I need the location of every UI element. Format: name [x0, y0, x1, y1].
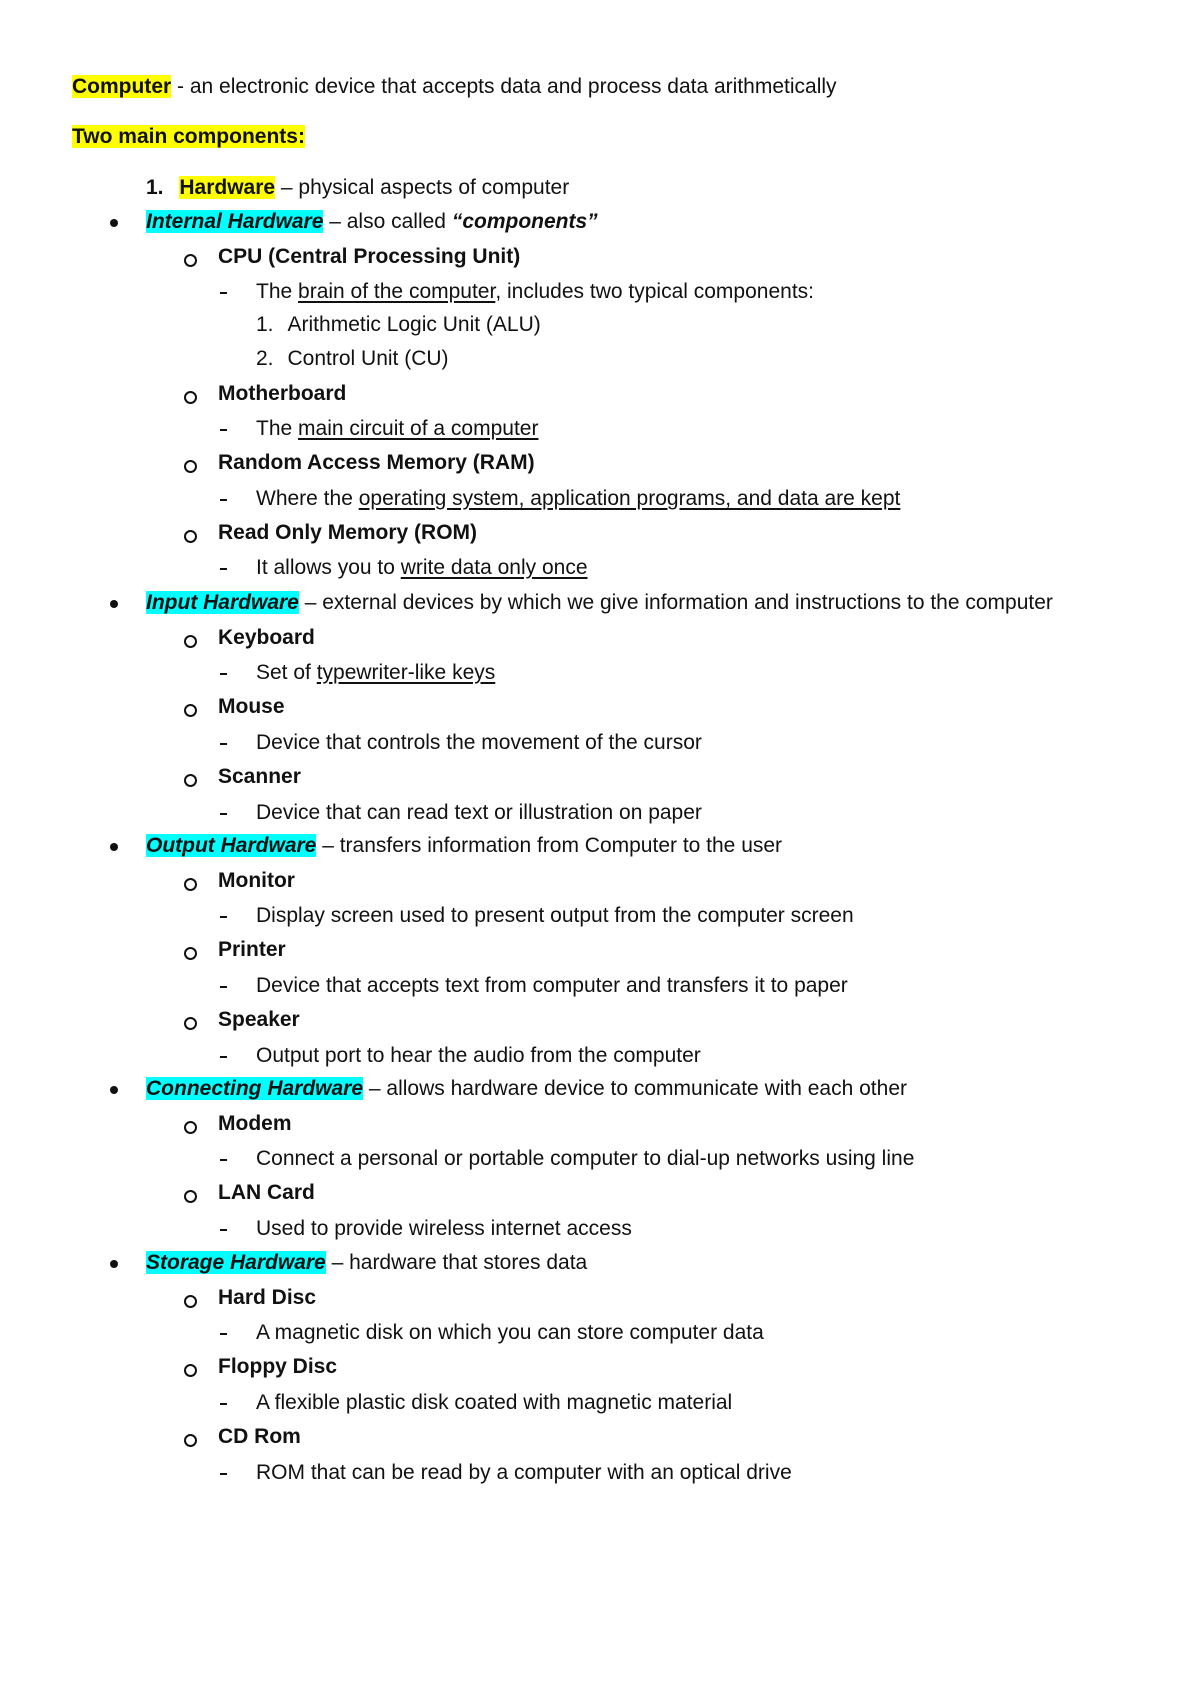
storage-line: Storage Hardware – hardware that stores data — [146, 1251, 588, 1274]
output-term: Output Hardware — [146, 834, 317, 857]
bullet-dash — [220, 499, 227, 501]
rom-title: Read Only Memory (ROM) — [218, 521, 478, 544]
bullet-dot — [110, 600, 118, 608]
bullet-circle — [184, 635, 197, 648]
mouse-desc: Device that controls the movement of the cursor — [256, 731, 702, 754]
hardware-term: Hardware — [179, 176, 276, 199]
floppy-disc-desc: A flexible plastic disk coated with magnetic material — [256, 1391, 733, 1414]
bullet-circle — [184, 1190, 197, 1203]
cpu-item-alu: 1. Arithmetic Logic Unit (ALU) — [256, 313, 541, 336]
ram-desc: Where the operating system, application programs, and data are kept — [256, 487, 901, 510]
intro-line — [72, 74, 837, 100]
cd-rom-title: CD Rom — [218, 1425, 301, 1448]
intro-definition: - an electronic device that accepts data and process data arithmetically — [171, 75, 837, 98]
hard-disc-desc: A magnetic disk on which you can store computer data — [256, 1321, 764, 1344]
floppy-disc-title: Floppy Disc — [218, 1355, 338, 1378]
bullet-dash — [220, 813, 227, 815]
bullet-dash — [220, 1333, 227, 1335]
bullet-circle — [184, 1017, 197, 1030]
modem-desc: Connect a personal or portable computer to dial-up networks using line — [256, 1147, 915, 1170]
bullet-dash — [220, 916, 227, 918]
hardware-line — [146, 175, 569, 201]
connecting-line: Connecting Hardware – allows hardware device to communicate with each other — [146, 1077, 907, 1100]
bullet-dot — [110, 1260, 118, 1268]
hard-disc-title: Hard Disc — [218, 1286, 317, 1309]
modem-title: Modem — [218, 1112, 292, 1135]
cpu-item-cu: 2. Control Unit (CU) — [256, 347, 449, 370]
storage-term: Storage Hardware — [146, 1251, 326, 1274]
printer-title: Printer — [218, 938, 286, 961]
bullet-circle — [184, 460, 197, 473]
output-line: Output Hardware – transfers information from Computer to the user — [146, 834, 783, 857]
bullet-dash — [220, 1403, 227, 1405]
bullet-circle — [184, 947, 197, 960]
bullet-circle — [184, 1364, 197, 1377]
bullet-circle — [184, 774, 197, 787]
components-heading: Two main components: — [72, 125, 305, 148]
bullet-dash — [220, 743, 227, 745]
bullet-circle — [184, 878, 197, 891]
input-term: Input Hardware — [146, 591, 299, 614]
cpu-title: CPU (Central Processing Unit) — [218, 245, 521, 268]
bullet-circle — [184, 391, 197, 404]
connecting-term: Connecting Hardware — [146, 1077, 364, 1100]
bullet-circle — [184, 254, 197, 267]
lan-desc: Used to provide wireless internet access — [256, 1217, 632, 1240]
monitor-title: Monitor — [218, 869, 295, 892]
input-line: Input Hardware – external devices by which we give information and instructions to the computer — [146, 591, 1053, 614]
ram-title: Random Access Memory (RAM) — [218, 451, 535, 474]
rom-desc: It allows you to write data only once — [256, 556, 588, 579]
keyboard-title: Keyboard — [218, 626, 315, 649]
motherboard-title: Motherboard — [218, 382, 347, 405]
bullet-dash — [220, 673, 227, 675]
bullet-circle — [184, 704, 197, 717]
bullet-dash — [220, 568, 227, 570]
hardware-number: 1. — [146, 176, 164, 199]
cpu-desc: The brain of the computer, includes two typical components: — [256, 280, 814, 303]
bullet-dash — [220, 292, 227, 294]
speaker-desc: Output port to hear the audio from the computer — [256, 1044, 701, 1067]
lan-title: LAN Card — [218, 1181, 315, 1204]
bullet-circle — [184, 1121, 197, 1134]
bullet-dash — [220, 1159, 227, 1161]
internal-quoted: “components” — [451, 210, 598, 233]
bullet-dash — [220, 429, 227, 431]
intro-term: Computer — [72, 75, 172, 98]
monitor-desc: Display screen used to present output from the computer screen — [256, 904, 854, 927]
bullet-dot — [110, 1086, 118, 1094]
mouse-title: Mouse — [218, 695, 285, 718]
printer-desc: Device that accepts text from computer and transfers it to paper — [256, 974, 848, 997]
bullet-dash — [220, 1056, 227, 1058]
motherboard-desc: The main circuit of a computer — [256, 417, 539, 440]
hardware-definition: – physical aspects of computer — [275, 176, 570, 199]
speaker-title: Speaker — [218, 1008, 300, 1031]
scanner-title: Scanner — [218, 765, 301, 788]
bullet-circle — [184, 530, 197, 543]
internal-line: Internal Hardware – also called “components” — [146, 210, 598, 233]
bullet-dot — [110, 843, 118, 851]
keyboard-desc: Set of typewriter-like keys — [256, 661, 496, 684]
bullet-dash — [220, 1229, 227, 1231]
bullet-circle — [184, 1295, 197, 1308]
internal-term: Internal Hardware — [146, 210, 324, 233]
bullet-circle — [184, 1434, 197, 1447]
bullet-dash — [220, 1473, 227, 1475]
scanner-desc: Device that can read text or illustration on paper — [256, 801, 702, 824]
bullet-dot — [110, 219, 118, 227]
bullet-dash — [220, 986, 227, 988]
cd-rom-desc: ROM that can be read by a computer with an optical drive — [256, 1461, 792, 1484]
